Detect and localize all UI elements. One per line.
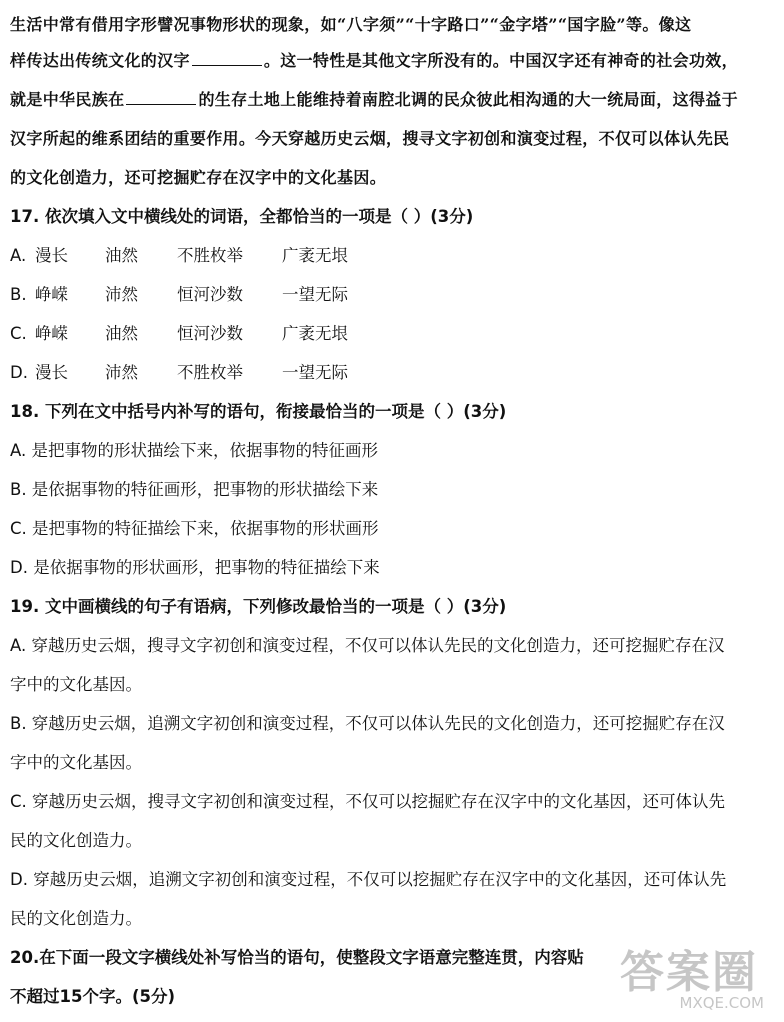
passage-text: 。这一特性是其他文字所没有的。中国汉字还有神奇的社会功效，	[263, 51, 739, 70]
option-word-1: 峥嵘	[35, 285, 68, 304]
option-letter: C.	[10, 324, 27, 343]
option-letter: B.	[10, 285, 27, 304]
option-word-4: 广袤无垠	[282, 324, 348, 343]
passage-line-3	[10, 89, 774, 111]
option-word-1: 峥嵘	[35, 324, 68, 343]
question-19-option-d-line-1: D. 穿越历史云烟，追溯文字初创和演变过程，不仅可以挖掘贮存在汉字中的文化基因，还可体认先	[10, 870, 727, 889]
passage-line-5: 的文化创造力，还可挖掘贮存在汉字中的文化基因。	[10, 168, 387, 187]
question-19-option-b-line-1: B. 穿越历史云烟，追溯文字初创和演变过程，不仅可以体认先民的文化创造力，还可挖掘贮存在汉	[10, 714, 725, 733]
question-17-stem: 17. 依次填入文中横线处的词语，全都恰当的一项是（ ）(3分)	[10, 207, 474, 226]
question-18-option-a: A. 是把事物的形状描绘下来，依据事物的特征画形	[10, 441, 378, 460]
option-word-3: 不胜枚举	[177, 246, 243, 265]
passage-line-4: 汉字所起的维系团结的重要作用。今天穿越历史云烟，搜寻文字初创和演变过程，不仅可以体认先民	[10, 129, 730, 148]
option-word-1: 漫长	[35, 246, 68, 265]
option-word-4: 一望无际	[282, 285, 348, 304]
watermark-logo	[608, 934, 778, 1014]
question-19-stem: 19. 文中画横线的句子有语病，下列修改最恰当的一项是（ ）(3分)	[10, 597, 507, 616]
passage-line-2	[10, 50, 774, 72]
option-word-2: 油然	[105, 246, 138, 265]
fill-blank-1	[192, 51, 262, 66]
fill-blank-2	[126, 90, 196, 105]
passage-text: 的生存土地上能维持着南腔北调的民众彼此相沟通的大一统局面，这得益于	[198, 90, 739, 109]
option-word-2: 油然	[105, 324, 138, 343]
option-word-1: 漫长	[35, 363, 68, 382]
question-19-option-c-line-1: C. 穿越历史云烟，搜寻文字初创和演变过程，不仅可以挖掘贮存在汉字中的文化基因，还可体认先	[10, 792, 726, 811]
question-17-option-d	[10, 362, 774, 384]
option-word-2: 沛然	[105, 285, 138, 304]
option-letter: D.	[10, 363, 28, 382]
option-word-3: 恒河沙数	[177, 324, 243, 343]
option-word-4: 广袤无垠	[282, 246, 348, 265]
question-18-stem: 18. 下列在文中括号内补写的语句，衔接最恰当的一项是（ ）(3分)	[10, 402, 507, 421]
passage-text: 就是中华民族在	[10, 90, 125, 109]
question-18-option-b: B. 是依据事物的特征画形，把事物的形状描绘下来	[10, 480, 379, 499]
option-word-3: 不胜枚举	[177, 363, 243, 382]
passage-text: 样传达出传统文化的汉字	[10, 51, 190, 70]
question-18-option-c: C. 是把事物的特征描绘下来，依据事物的形状画形	[10, 519, 379, 538]
question-17-option-c	[10, 323, 774, 345]
question-19-option-c-line-2: 民的文化创造力。	[10, 831, 142, 850]
question-17-option-a	[10, 245, 774, 267]
question-19-option-b-line-2: 字中的文化基因。	[10, 753, 142, 772]
question-17-option-b	[10, 284, 774, 306]
question-19-option-d-line-2: 民的文化创造力。	[10, 909, 142, 928]
watermark-text: 答案圈	[620, 947, 758, 998]
question-19-option-a-line-2: 字中的文化基因。	[10, 675, 142, 694]
option-word-4: 一望无际	[282, 363, 348, 382]
option-word-2: 沛然	[105, 363, 138, 382]
question-19-option-a-line-1: A. 穿越历史云烟，搜寻文字初创和演变过程，不仅可以体认先民的文化创造力，还可挖掘贮存在汉	[10, 636, 725, 655]
passage-line-1: 生活中常有借用字形譬况事物形状的现象，如“八字须”“十字路口”“金字塔”“国字脸”等。像这	[10, 15, 692, 34]
watermark-domain: MXQE.COM	[679, 994, 764, 1012]
option-word-3: 恒河沙数	[177, 285, 243, 304]
option-letter: A.	[10, 246, 27, 265]
question-20-stem-line-1: 20.在下面一段文字横线处补写恰当的语句，使整段文字语意完整连贯，内容贴	[10, 948, 584, 967]
question-18-option-d: D. 是依据事物的形状画形，把事物的特征描绘下来	[10, 558, 380, 577]
question-20-stem-line-2: 不超过15个字。(5分)	[10, 987, 176, 1006]
